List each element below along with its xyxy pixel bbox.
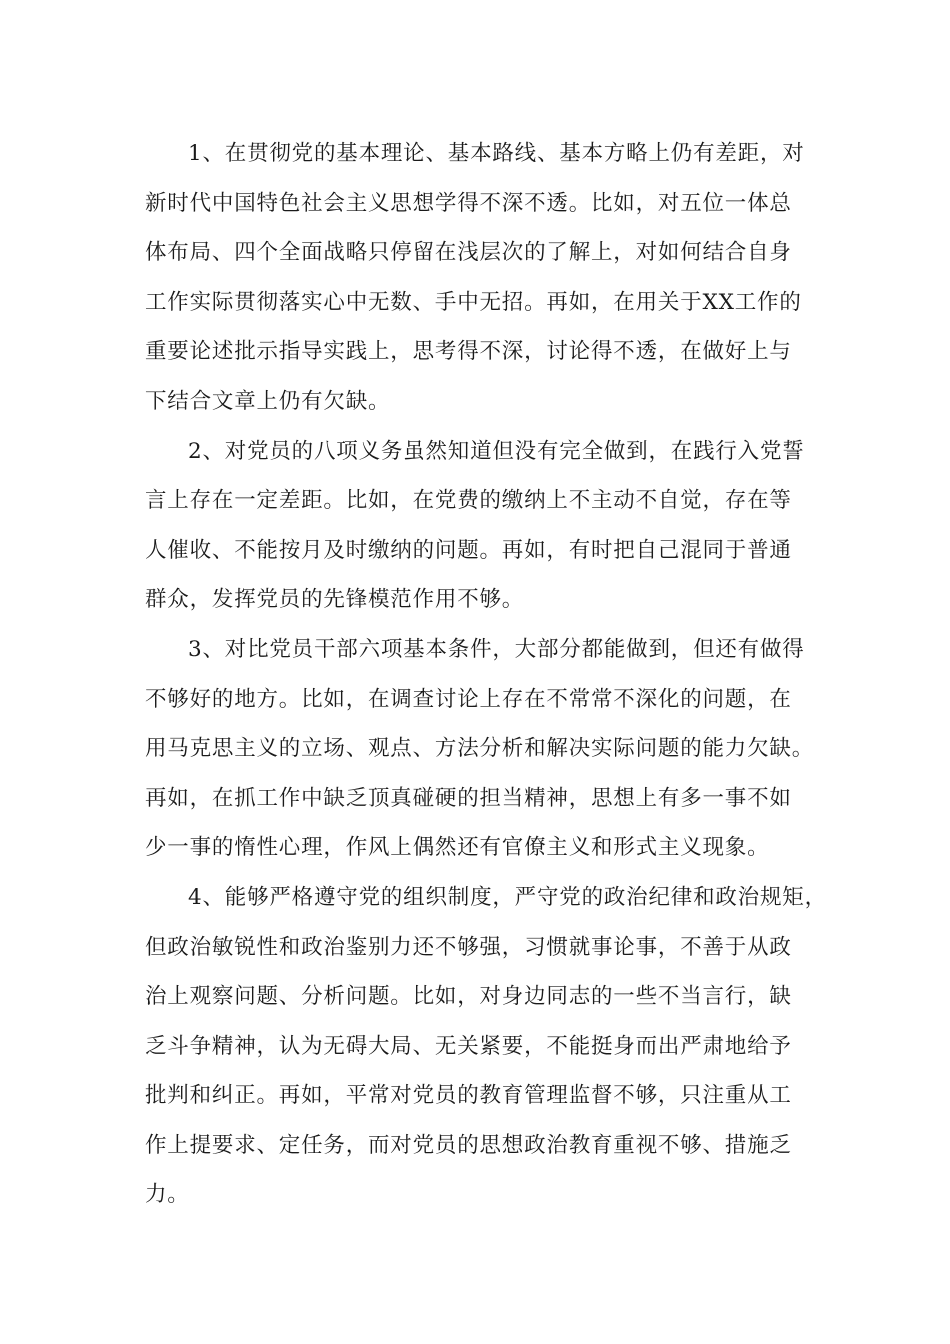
paragraph-line: 下结合文章上仍有欠缺。 — [145, 388, 391, 414]
paragraph-line: 言上存在一定差距。比如，在党费的缴纳上不主动不自觉，存在等 — [145, 488, 792, 514]
paragraph-line: 治上观察问题、分析问题。比如，对身边同志的一些不当言行，缺 — [145, 984, 792, 1010]
paragraph-line: 但政治敏锐性和政治鉴别力还不够强，习惯就事论事，不善于从政 — [145, 934, 792, 960]
paragraph-line: 3、对比党员干部六项基本条件，大部分都能做到，但还有做得 — [188, 636, 805, 662]
paragraph-line: 乏斗争精神，认为无碍大局、无关紧要，不能挺身而出严肃地给予 — [145, 1033, 792, 1059]
paragraph-line: 1、在贯彻党的基本理论、基本路线、基本方略上仍有差距，对 — [188, 141, 805, 166]
paragraph-line: 再如，在抓工作中缺乏顶真碰硬的担当精神，思想上有多一事不如 — [145, 785, 792, 811]
paragraph-3 — [145, 625, 815, 873]
paragraph-1 — [145, 129, 805, 427]
paragraph-4 — [145, 873, 827, 1220]
paragraph-line: 工作实际贯彻落实心中无数、手中无招。再如，在用关于XX工作的 — [145, 289, 802, 315]
paragraph-line: 重要论述批示指导实践上，思考得不深，讨论得不透，在做好上与 — [145, 339, 792, 365]
paragraph-line: 批判和纠正。再如，平常对党员的教育管理监督不够，只注重从工 — [145, 1083, 792, 1109]
paragraph-line: 人催收、不能按月及时缴纳的问题。再如，有时把自己混同于普通 — [145, 537, 792, 563]
document-body — [145, 129, 827, 1220]
paragraph-line: 新时代中国特色社会主义思想学得不深不透。比如，对五位一体总 — [145, 190, 792, 216]
paragraph-line: 少一事的惰性心理，作风上偶然还有官僚主义和形式主义现象。 — [145, 835, 770, 861]
paragraph-line: 作上提要求、定任务，而对党员的思想政治教育重视不够、措施乏 — [145, 1132, 792, 1158]
paragraph-line: 群众，发挥党员的先锋模范作用不够。 — [145, 587, 525, 613]
paragraph-line: 2、对党员的八项义务虽然知道但没有完全做到，在践行入党誓 — [188, 438, 805, 464]
paragraph-line: 4、能够严格遵守党的组织制度，严守党的政治纪律和政治规矩， — [188, 884, 827, 910]
paragraph-line: 体布局、四个全面战略只停留在浅层次的了解上，对如何结合自身 — [145, 240, 792, 266]
paragraph-line: 力。 — [145, 1182, 190, 1208]
paragraph-2 — [145, 427, 805, 625]
paragraph-line: 不够好的地方。比如，在调查讨论上存在不常常不深化的问题，在 — [145, 686, 792, 712]
paragraph-line: 用马克思主义的立场、观点、方法分析和解决实际问题的能力欠缺。 — [145, 736, 815, 762]
